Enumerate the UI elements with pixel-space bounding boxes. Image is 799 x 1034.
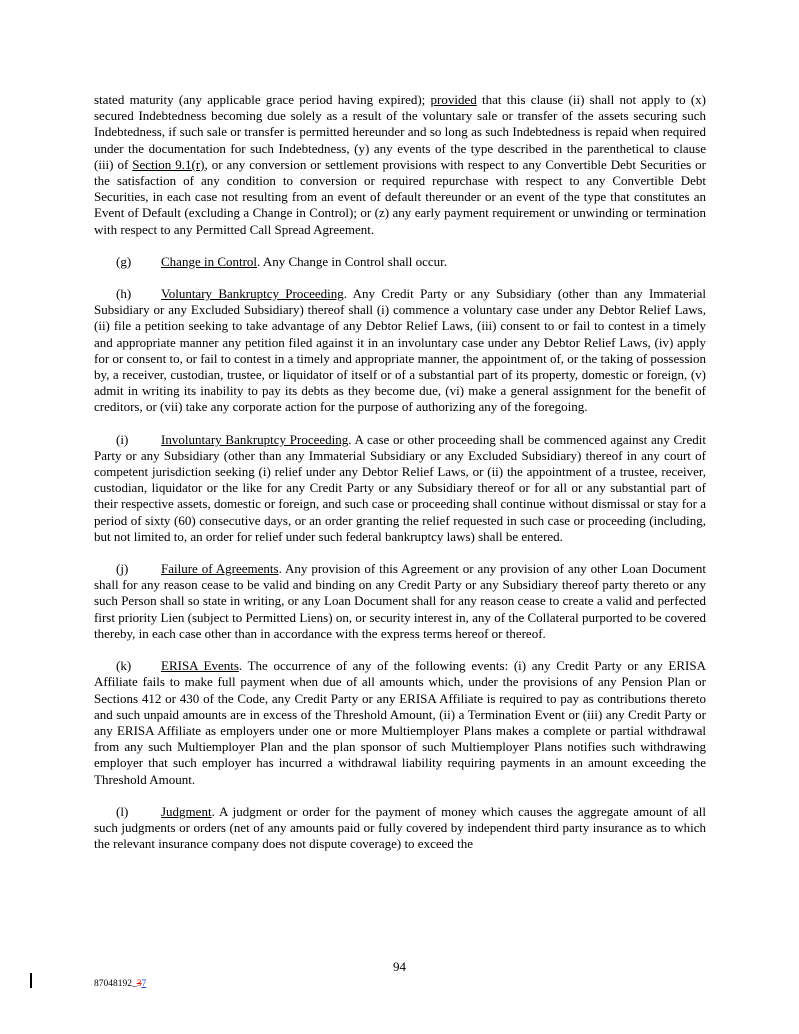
section-reference: Section 9.1(r) bbox=[132, 156, 205, 172]
clause-heading: ERISA Events bbox=[161, 658, 239, 674]
clause-label: (g) bbox=[116, 253, 132, 269]
doc-id: 87048192_ bbox=[94, 979, 137, 989]
clause-heading: Change in Control bbox=[161, 253, 258, 269]
clause-label: (k) bbox=[116, 658, 132, 674]
paragraph-j: (j) Failure of Agreements. Any provision of this Agreement or any provision of any other Loan Document shall for any reason cease to be valid and binding on any Credit Party or any Subsidiary thereof party thereto or any such Person shall so state in writing, or any Loan Document shall for any reason cease to create a valid and perfected first priority Lien (subject to Permitted Liens) on, or security interest in, any of the Collateral purported to be covered thereby, in each case other than in accordance with the express terms hereof or thereof. bbox=[94, 561, 707, 641]
deleted-version: 3 bbox=[136, 979, 142, 989]
clause-label: (l) bbox=[116, 803, 129, 819]
document-body bbox=[94, 92, 706, 868]
clause-label: (h) bbox=[116, 286, 132, 302]
paragraph-g: (g) Change in Control. Any Change in Control shall occur. bbox=[116, 253, 447, 269]
paragraph-continuation: stated maturity (any applicable grace period having expired); provided that this clause (ii) shall not apply to (x) secured Indebtedness becoming due solely as a result of the voluntary sale or transfer of the assets securing such Indebtedness, if such sale or transfer is permitted hereunder and so long as such Indebtedness is repaid when required under the documentation for such Indebtedness, (y) any events of the type described in the parenthetical to clause (iii) of Section 9.1(r), or any conversion or settlement provisions with respect to any Convertible Debt Securities or the satisfaction of any condition to conversion or required repurchase with respect to any Convertible Debt Securities, in each case not resulting from an event of default thereunder or an event of the type that constitutes an Event of Default (excluding a Change in Control); or (z) any early payment requirement or unwinding or termination with respect to any Permitted Call Spread Agreement. bbox=[94, 92, 707, 237]
clause-heading: Voluntary Bankruptcy Proceeding bbox=[161, 286, 344, 302]
paragraph-l: (l) Judgment. A judgment or order for the payment of money which causes the aggregate amount of all such judgments or orders (net of any amounts paid or fully covered by independent third party insurance as to which the relevant insurance company does not dispute coverage) to exceed the bbox=[94, 803, 706, 852]
inserted-version: 7 bbox=[141, 979, 147, 989]
clause-label: (j) bbox=[116, 561, 129, 577]
clause-heading: Involuntary Bankruptcy Proceeding bbox=[161, 431, 349, 447]
document-id-footer bbox=[94, 979, 146, 989]
page-number: 94 bbox=[393, 959, 406, 974]
change-bar bbox=[30, 973, 32, 988]
clause-heading: Judgment bbox=[161, 803, 212, 819]
paragraph-h: (h) Voluntary Bankruptcy Proceeding. Any Credit Party or any Subsidiary (other than any Immaterial Subsidiary or any Excluded Subsidiary) thereof shall (i) commence a voluntary case under any Debtor Relief Laws, (ii) file a petition seeking to take advantage of any Debtor Relief Laws, (iii) consent to or fail to contest in a timely and appropriate manner any petition filed against it in an involuntary case under any Debtor Relief Laws, (iv) apply for or consent to, or fail to contest in a timely and appropriate manner, the appointment of, or the taking of possession by, a receiver, custodian, trustee, or liquidator of itself or of a substantial part of its property, domestic or foreign, (v) admit in writing its inability to pay its debts as they become due, (vi) make a general assignment for the benefit of creditors, or (vii) take any corporate action for the purpose of authorizing any of the foregoing. bbox=[94, 286, 706, 415]
paragraph-k: (k) ERISA Events. The occurrence of any of the following events: (i) any Credit Party or any ERISA Affiliate fails to make full payment when due of all amounts which, under the provisions of any Pension Plan or Sections 412 or 430 of the Code, any Credit Party or any ERISA Affiliate is required to pay as contributions thereto and such unpaid amounts are in excess of the Threshold Amount, (ii) a Termination Event or (iii) any Credit Party or any ERISA Affiliate as employers under one or more Multiemployer Plans makes a complete or partial withdrawal from any such Multiemployer Plan and the plan sponsor of such Multiemployer Plans notifies such withdrawing employer that such employer has incurred a withdrawal liability requiring payments in an amount exceeding the Threshold Amount. bbox=[94, 658, 706, 787]
provided-term: provided bbox=[430, 92, 477, 107]
paragraph-i: (i) Involuntary Bankruptcy Proceeding. A case or other proceeding shall be commenced against any Credit Party or any Subsidiary (other than any Immaterial Subsidiary or any Excluded Subsidiary) thereof in any court of competent jurisdiction seeking (i) relief under any Debtor Relief Laws, or (ii) the appointment of a trustee, receiver, custodian, liquidator or the like for any Credit Party or any Subsidiary thereof or for all or any substantial part of their respective assets, domestic or foreign, and such case or proceeding shall continue without dismissal or stay for a period of sixty (60) consecutive days, or an order granting the relief requested in such case or proceeding (including, but not limited to, an order for relief under such federal bankruptcy laws) shall be entered. bbox=[94, 431, 706, 544]
clause-heading: Failure of Agreements bbox=[161, 561, 279, 577]
clause-label: (i) bbox=[116, 431, 129, 447]
